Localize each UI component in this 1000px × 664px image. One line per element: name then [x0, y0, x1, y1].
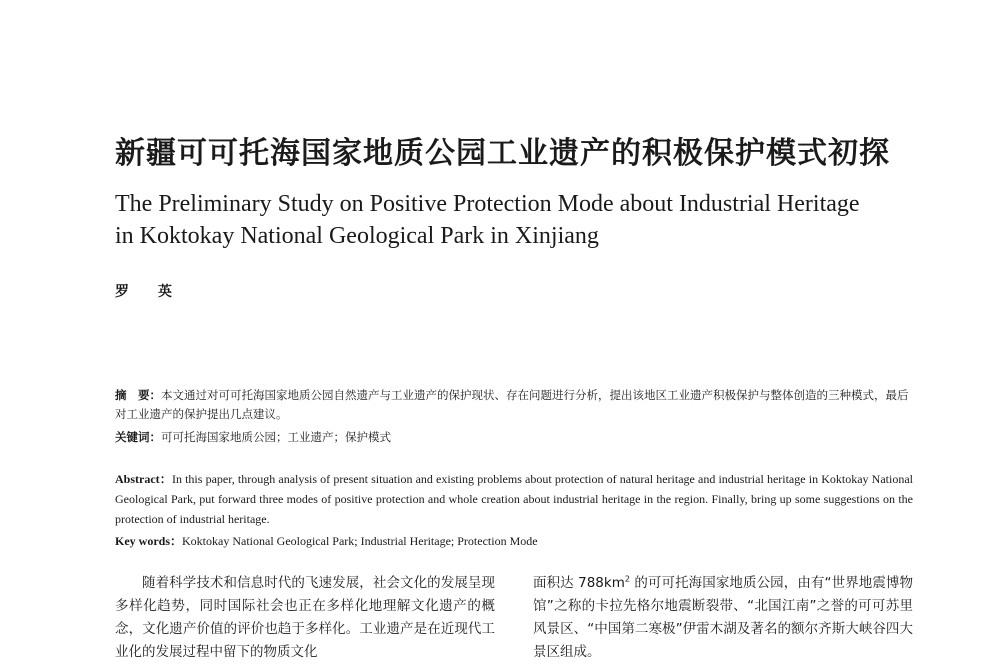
- author-name: 罗 英: [115, 284, 184, 300]
- area-unit-superscript: 2: [624, 574, 630, 584]
- keywords-chinese: [115, 428, 915, 447]
- body-right-rest: 的可可托海国家地质公园，由有“世界地震博物馆”之称的卡拉先格尔地震断裂带、“北国江南”之誉的可可苏里风景区、“中国第二寒极”伊雷木湖及著名的额尔齐斯大峡谷四大景区组成。: [533, 575, 913, 660]
- title-english-line-1: The Preliminary Study on Positive Protection Mode about Industrial Heritage: [115, 191, 860, 217]
- keywords-english: [115, 531, 913, 551]
- title-chinese: 新疆可可托海国家地质公园工业遗产的积极保护模式初探: [115, 136, 890, 171]
- abstract-chinese: [115, 386, 915, 424]
- body-column-left: 随着科学技术和信息时代的飞速发展，社会文化的发展呈现多样化趋势，同时国际社会也正在多样化地理解文化遗产的概念，文化遗产价值的评价也趋于多样化。工业遗产是在近现代工业化的发展过程中留下的物质文化: [115, 575, 495, 660]
- keywords-english-text: Koktokay National Geological Park; Industrial Heritage; Protection Mode: [182, 534, 538, 548]
- title-english: [115, 188, 925, 252]
- abstract-english: [115, 469, 913, 529]
- title-english-line-2: in Koktokay National Geological Park in Xinjiang: [115, 223, 599, 249]
- abstract-chinese-text: 本文通过对可可托海国家地质公园自然遗产与工业遗产的保护现状、存在问题进行分析，提出该地区工业遗产积极保护与整体创造的三种模式，最后对工业遗产的保护提出几点建议。: [115, 388, 909, 421]
- keywords-chinese-label: 关键词：: [115, 430, 161, 444]
- body-column-right: [533, 572, 913, 664]
- keywords-chinese-text: 可可托海国家地质公园；工业遗产；保护模式: [161, 430, 391, 444]
- keywords-english-label: Key words：: [115, 534, 182, 548]
- body-right-lead: 面积达 788km: [533, 575, 625, 591]
- abstract-english-label: Abstract：: [115, 472, 172, 486]
- abstract-chinese-label: 摘 要：: [115, 388, 161, 402]
- abstract-english-text: In this paper, through analysis of present situation and existing problems about protection of natural heritage and industrial heritage in Koktokay National Geological Park, put forward three modes of positive protection and whole creation about industrial heritage in the region. Finally, bring up some suggestions on the protection of industrial heritage.: [115, 472, 914, 526]
